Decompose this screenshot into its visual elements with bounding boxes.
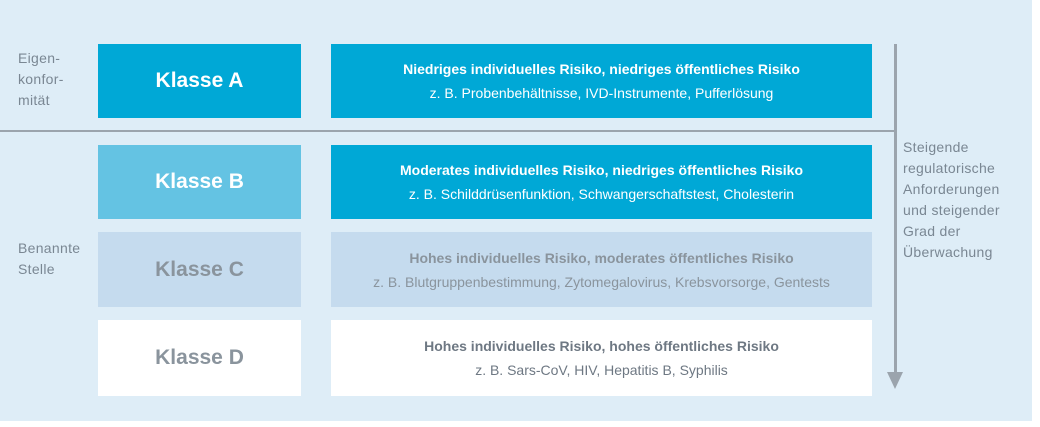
arrow-caption-line: Überwachung <box>903 244 993 260</box>
arrow-caption-line: Anforderungen <box>903 181 1000 197</box>
class-c-examples: z. B. Blutgruppenbestimmung, Zytomegalovirus, Krebsvorsorge, Gentests <box>373 273 830 290</box>
arrow-caption-line: Grad der <box>903 223 961 239</box>
class-d-risk: Hohes individuelles Risiko, hohes öffentliches Risiko <box>424 338 779 354</box>
class-b-description <box>331 145 872 219</box>
class-b-risk: Moderates individuelles Risiko, niedriges öffentliches Risiko <box>400 162 803 178</box>
class-d-description <box>331 320 872 396</box>
class-c-description <box>331 232 872 307</box>
arrow-caption-line: regulatorische <box>903 160 996 176</box>
class-b-box <box>98 145 301 219</box>
class-a-label: Klasse A <box>155 69 244 92</box>
class-d-examples: z. B. Sars-CoV, HIV, Hepatitis B, Syphilis <box>475 362 728 378</box>
arrow-down-icon <box>887 372 903 389</box>
class-d-label: Klasse D <box>155 346 244 369</box>
arrow-caption <box>903 137 1000 263</box>
arrow-caption-line: Steigende <box>903 139 969 155</box>
self-conformity-label: Eigen- konfor- mität <box>18 50 64 108</box>
class-c-box <box>98 232 301 307</box>
class-b-examples: z. B. Schilddrüsenfunktion, Schwangerschaftstest, Cholesterin <box>408 186 795 202</box>
class-a-risk: Niedriges individuelles Risiko, niedriges öffentliches Risiko <box>403 61 800 77</box>
increasing-requirements-arrow-line <box>894 44 897 374</box>
class-a-examples: z. B. Probenbehältnisse, IVD-Instrumente, Pufferlösung <box>429 85 774 101</box>
category-divider <box>0 130 895 132</box>
class-b-label: Klasse B <box>155 170 244 193</box>
class-a-description <box>331 44 872 118</box>
notified-body-label: Benannte Stelle <box>18 240 81 277</box>
class-c-risk: Hohes individuelles Risiko, moderates öffentliches Risiko <box>409 249 794 266</box>
class-c-label: Klasse C <box>155 257 244 281</box>
arrow-caption-line: und steigender <box>903 202 1000 218</box>
class-a-box <box>98 44 301 118</box>
class-d-box <box>98 320 301 396</box>
